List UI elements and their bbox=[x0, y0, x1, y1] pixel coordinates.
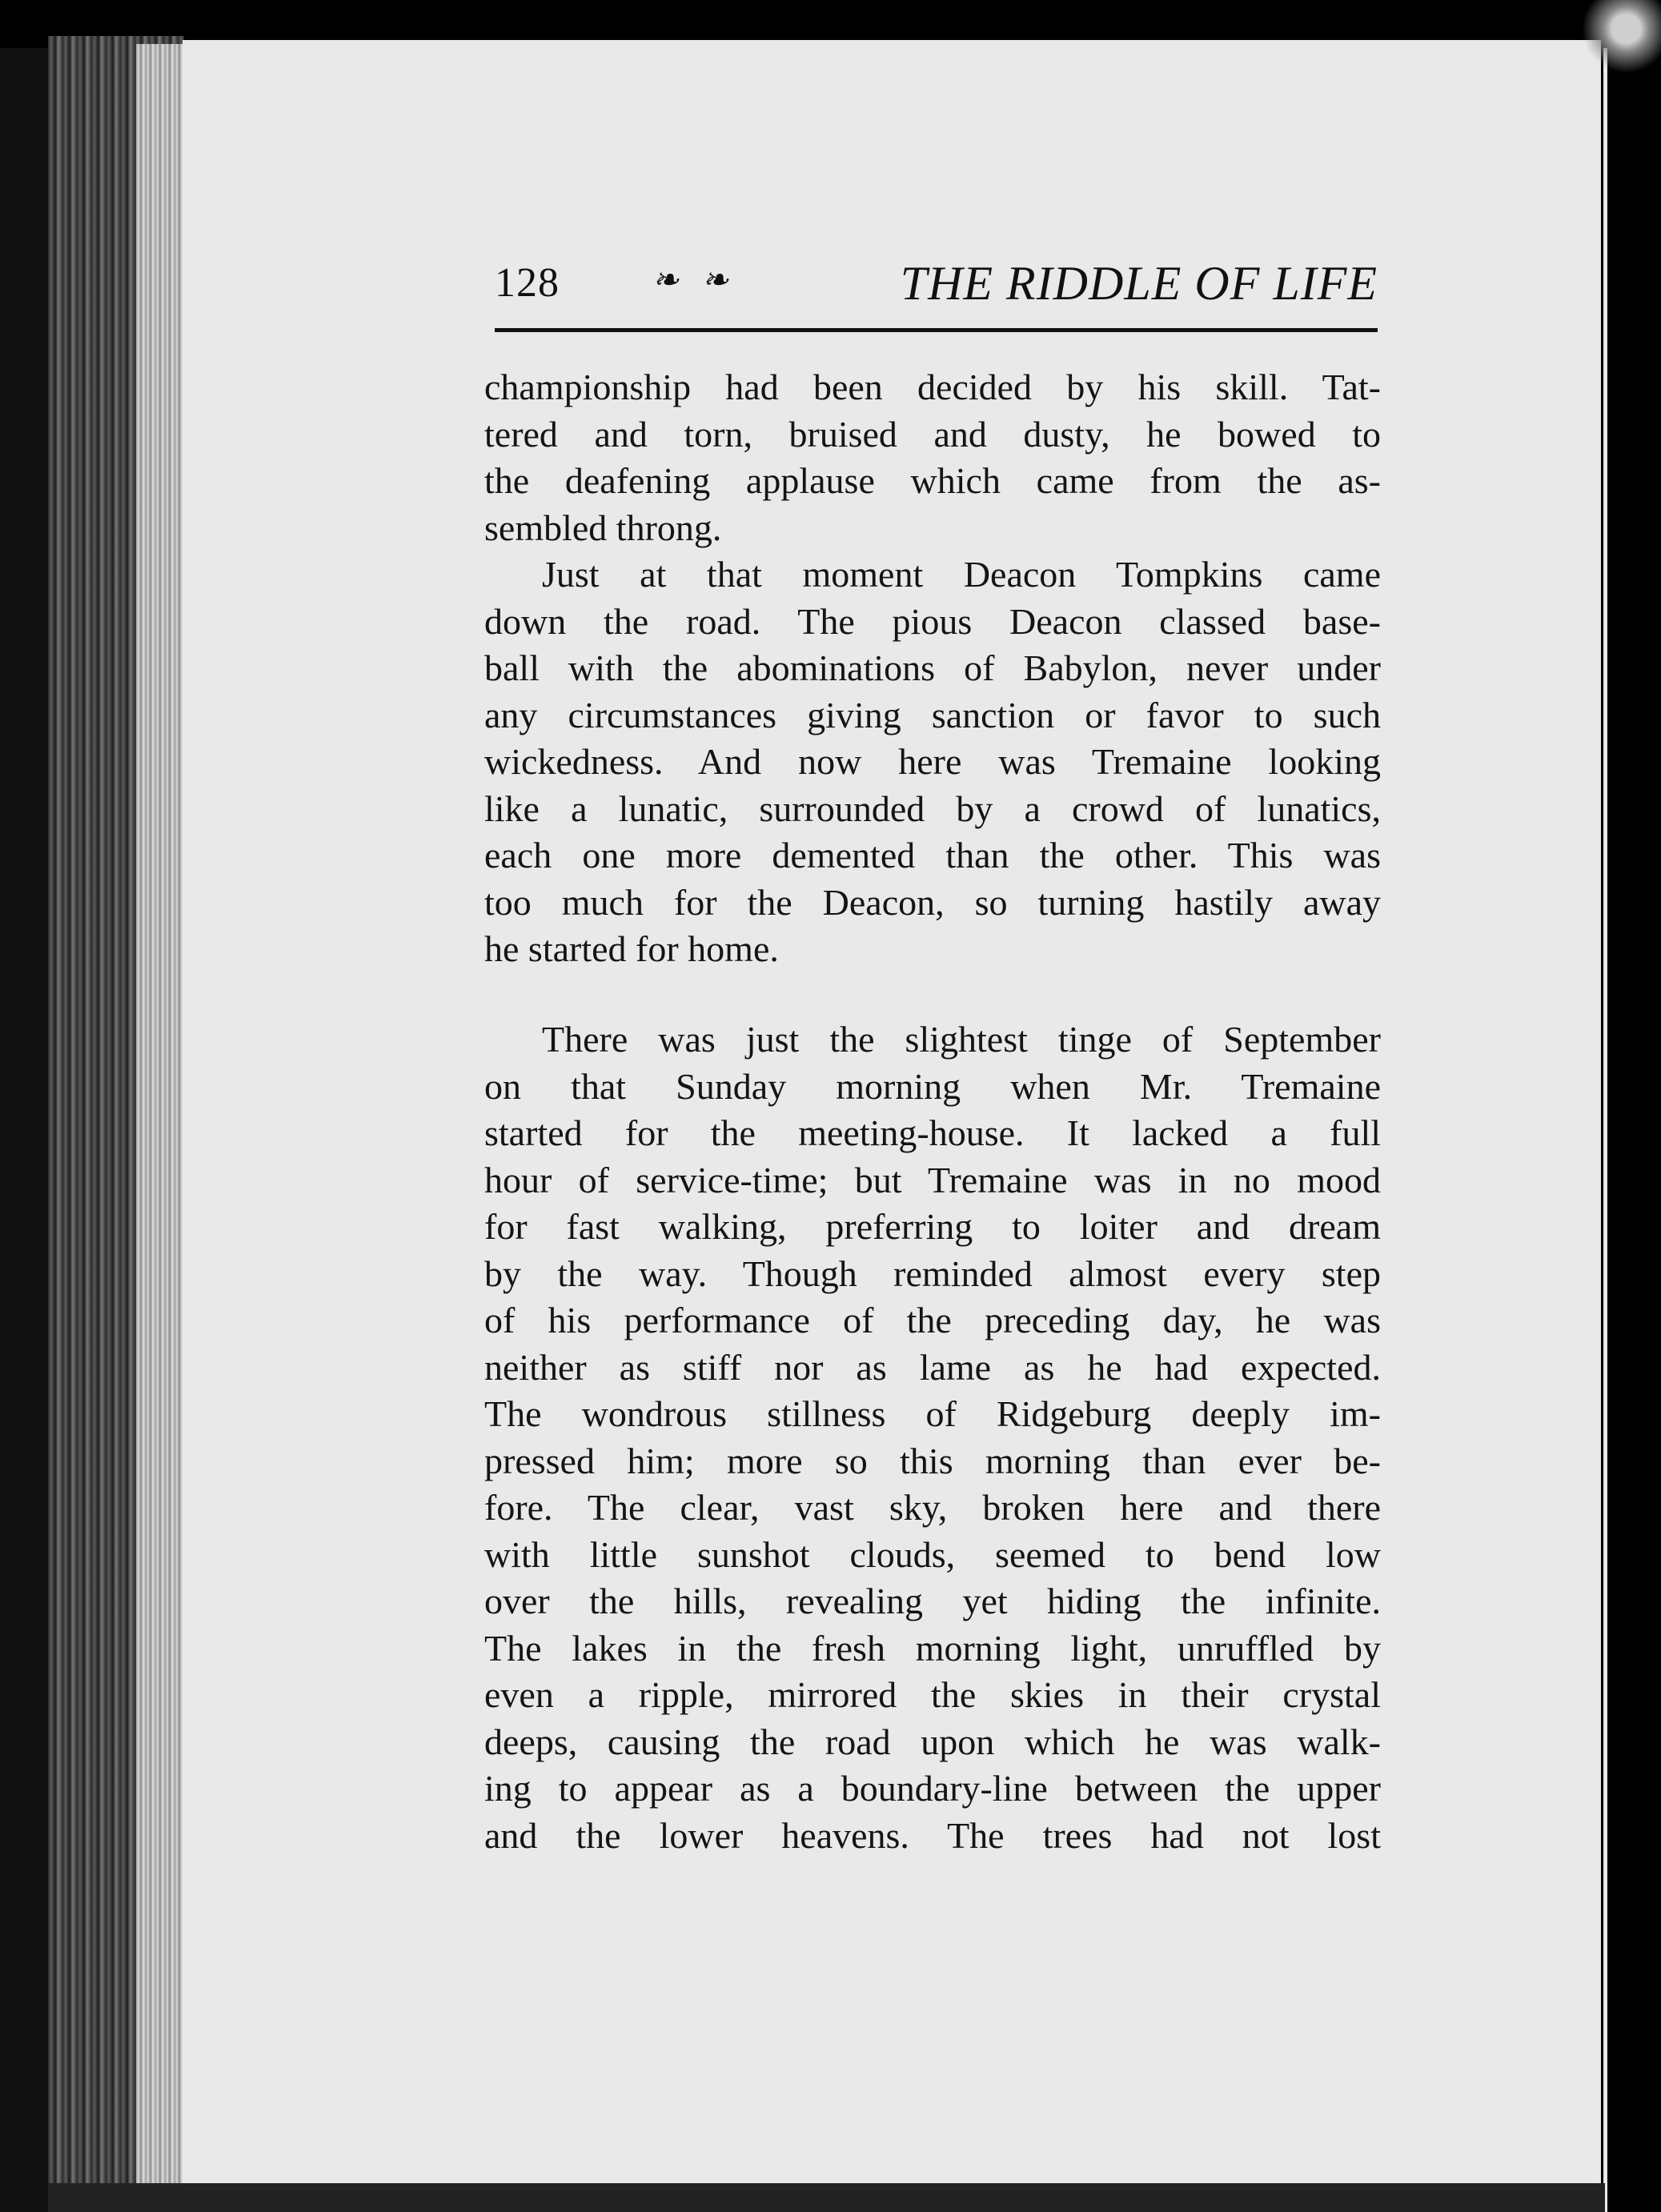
text-line: tered and torn, bruised and dusty, he bowed to bbox=[484, 413, 1381, 455]
page-number: 128 bbox=[495, 260, 560, 306]
paragraph-continuation bbox=[484, 364, 1381, 551]
text-line: over the hills, revealing yet hiding the infinite. bbox=[484, 1581, 1381, 1621]
text-line: championship had been decided by his skill. Tat- bbox=[484, 367, 1381, 407]
text-line: ball with the abominations of Babylon, never under bbox=[484, 647, 1381, 688]
page-edges bbox=[136, 44, 184, 2197]
scan-background-bottom bbox=[48, 2183, 1605, 2212]
text-line: There was just the slightest tinge of September bbox=[542, 1019, 1381, 1060]
text-line: The wondrous stillness of Ridgeburg deeply im- bbox=[484, 1393, 1381, 1434]
paragraph-sunday-morning bbox=[484, 1016, 1381, 1859]
leaf-ornament-icon: ❧ bbox=[700, 262, 736, 298]
facing-page-rule bbox=[1603, 48, 1607, 2212]
scan-corner-artifact bbox=[1545, 0, 1661, 72]
text-line: wickedness. And now here was Tremaine looking bbox=[484, 741, 1381, 782]
text-line: even a ripple, mirrored the skies in their crystal bbox=[484, 1674, 1381, 1715]
text-line: for fast walking, preferring to loiter and dream bbox=[484, 1206, 1381, 1247]
text-line: he started for home. bbox=[484, 928, 779, 969]
text-line: The lakes in the fresh morning light, unruffled by bbox=[484, 1627, 1381, 1669]
text-line: on that Sunday morning when Mr. Tremaine bbox=[484, 1065, 1381, 1107]
text-line: pressed him; more so this morning than ever be- bbox=[484, 1440, 1381, 1481]
text-line: deeps, causing the road upon which he was walk- bbox=[484, 1721, 1381, 1762]
text-line: neither as stiff nor as lame as he had expected. bbox=[484, 1346, 1381, 1388]
paragraph-deacon bbox=[484, 551, 1381, 973]
running-title: THE RIDDLE OF LIFE bbox=[900, 257, 1378, 310]
text-line: ing to appear as a boundary-line between the upper bbox=[484, 1768, 1381, 1809]
text-line: too much for the Deacon, so turning hastily away bbox=[484, 881, 1381, 923]
text-line: of his performance of the preceding day, he was bbox=[484, 1300, 1381, 1340]
leaf-ornament-icon: ❧ bbox=[651, 262, 686, 298]
text-line: started for the meeting-house. It lacked a full bbox=[484, 1112, 1381, 1153]
header-rule bbox=[495, 328, 1378, 332]
text-line: any circumstances giving sanction or favor to such bbox=[484, 694, 1381, 735]
running-head bbox=[495, 256, 1378, 323]
text-line: Just at that moment Deacon Tompkins came bbox=[542, 554, 1381, 595]
text-line: hour of service-time; but Tremaine was in no mood bbox=[484, 1159, 1381, 1200]
text-line: like a lunatic, surrounded by a crowd of lunatics, bbox=[484, 787, 1381, 829]
text-line: sembled throng. bbox=[484, 507, 722, 548]
text-line: each one more demented than the other. This was bbox=[484, 835, 1381, 876]
facing-page-edge bbox=[1601, 40, 1661, 2212]
text-line: the deafening applause which came from the as- bbox=[484, 460, 1381, 501]
text-line: fore. The clear, vast sky, broken here and there bbox=[484, 1487, 1381, 1528]
text-line: by the way. Though reminded almost every step bbox=[484, 1252, 1381, 1294]
text-line: with little sunshot clouds, seemed to bend low bbox=[484, 1533, 1381, 1575]
text-line: and the lower heavens. The trees had not lost bbox=[484, 1814, 1381, 1856]
text-line: down the road. The pious Deacon classed base- bbox=[484, 600, 1381, 642]
